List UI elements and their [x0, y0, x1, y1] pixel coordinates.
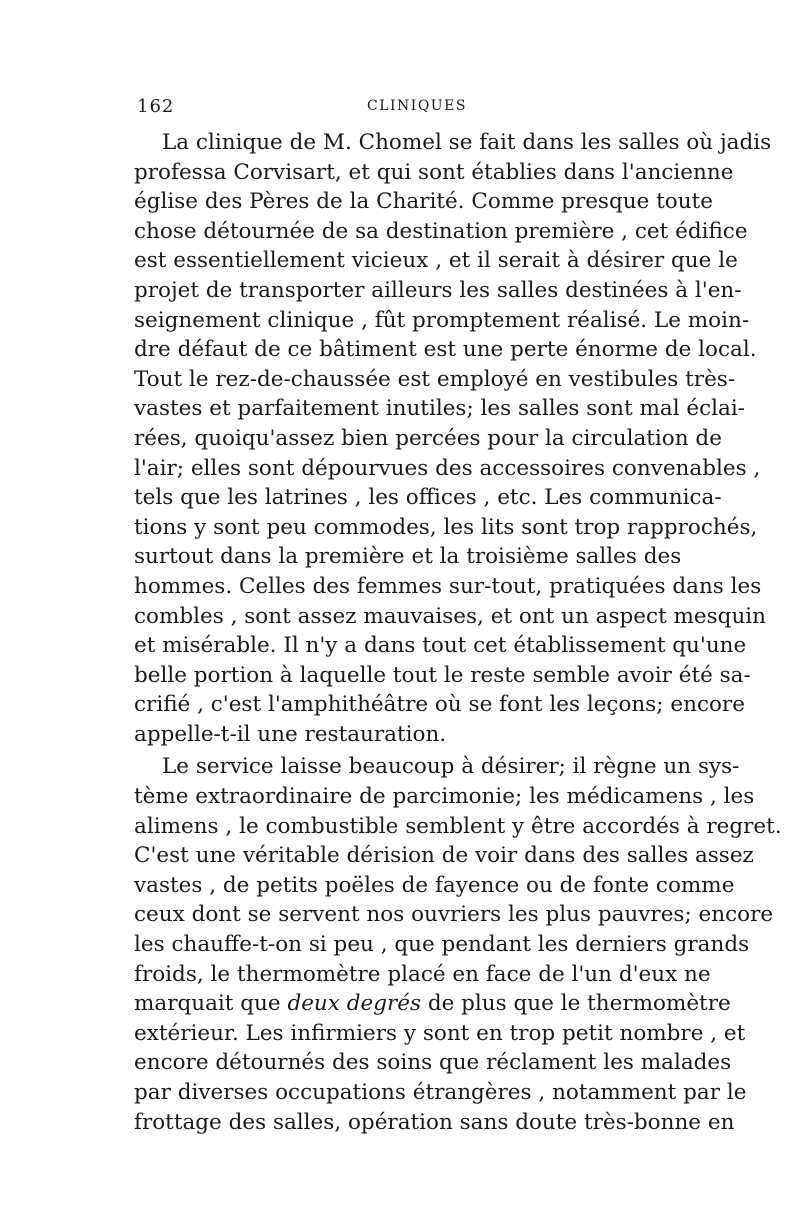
text-line: vastes et parfaitement inutiles; les salles sont mal éclai-: [134, 396, 746, 422]
text-line: par diverses occupations étrangères , notamment par le: [134, 1080, 747, 1105]
text-line: seignement clinique , fût promptement réalisé. Le moin-: [134, 307, 750, 333]
text-line: vastes , de petits poëles de fayence ou de fonte comme: [134, 872, 735, 898]
text-line: belle portion à laquelle tout le reste semble avoir été sa-: [134, 662, 751, 688]
paragraph-2: [134, 752, 782, 1137]
text-line: est essentiellement vicieux , et il serait à désirer que le: [134, 248, 738, 274]
page-number: 162: [137, 96, 175, 117]
text-line: les chauffe-t-on si peu , que pendant les derniers grands: [134, 932, 750, 958]
text-line: tels que les latrines , les offices , etc. Les communica-: [134, 485, 722, 511]
italic-phrase: deux degrés: [287, 991, 422, 1017]
text-line: crifié , c'est l'amphithéâtre où se font les leçons; encore: [134, 692, 745, 718]
text-line: C'est une véritable dérision de voir dans des salles assez: [134, 843, 754, 869]
text-line: tions y sont peu commodes, les lits sont trop rapprochés,: [134, 514, 758, 540]
text-line: dre défaut de ce bâtiment est une perte énorme de local.: [134, 337, 757, 363]
text-line: tème extraordinaire de parcimonie; les médicamens , les: [134, 784, 755, 810]
text-line: professa Corvisart, et qui sont établies dans l'ancienne: [134, 159, 734, 185]
text-line: chose détournée de sa destination première , cet édifice: [134, 218, 748, 244]
text-line: église des Pères de la Charité. Comme presque toute: [134, 189, 713, 215]
text-line: surtout dans la première et la troisième salles des: [134, 544, 682, 570]
body-text: [134, 128, 782, 1137]
text-line: rées, quoiqu'assez bien percées pour la circulation de: [134, 425, 722, 451]
text-line: extérieur. Les infirmiers y sont en trop petit nombre , et: [134, 1020, 746, 1046]
text-line: frottage des salles, opération sans doute très-bonne en: [134, 1109, 735, 1135]
paragraph-1: [134, 128, 772, 749]
running-head: CLINIQUES: [367, 98, 467, 114]
text-line-with-italic: [134, 989, 731, 1019]
text-line: combles , sont assez mauvaises, et ont un aspect mesquin: [134, 603, 767, 629]
text-line: projet de transporter ailleurs les salles destinées à l'en-: [134, 277, 742, 303]
text-line: et misérable. Il n'y a dans tout cet établissement qu'une: [134, 633, 747, 659]
page-header: [137, 96, 661, 122]
text-line: Tout le rez-de-chaussée est employé en vestibules très-: [134, 366, 736, 392]
text-line: appelle-t-il une restauration.: [134, 721, 447, 747]
text-segment: marquait que: [134, 991, 288, 1017]
text-line: La clinique de M. Chomel se fait dans les salles où jadis: [162, 130, 772, 155]
text-line: froids, le thermomètre placé en face de l'un d'eux ne: [134, 961, 711, 987]
text-line: ceux dont se servent nos ouvriers les plus pauvres; encore: [134, 902, 774, 928]
text-line: l'air; elles sont dépourvues des accessoires convenables ,: [134, 455, 761, 481]
text-line: Le service laisse beaucoup à désirer; il règne un sys-: [162, 754, 740, 780]
text-line: alimens , le combustible semblent y être accordés à regret.: [134, 813, 782, 839]
text-line: hommes. Celles des femmes sur-tout, pratiquées dans les: [134, 573, 762, 599]
text-line: encore détournés des soins que réclament les malades: [134, 1050, 732, 1076]
text-segment: de plus que le thermomètre: [421, 991, 731, 1017]
